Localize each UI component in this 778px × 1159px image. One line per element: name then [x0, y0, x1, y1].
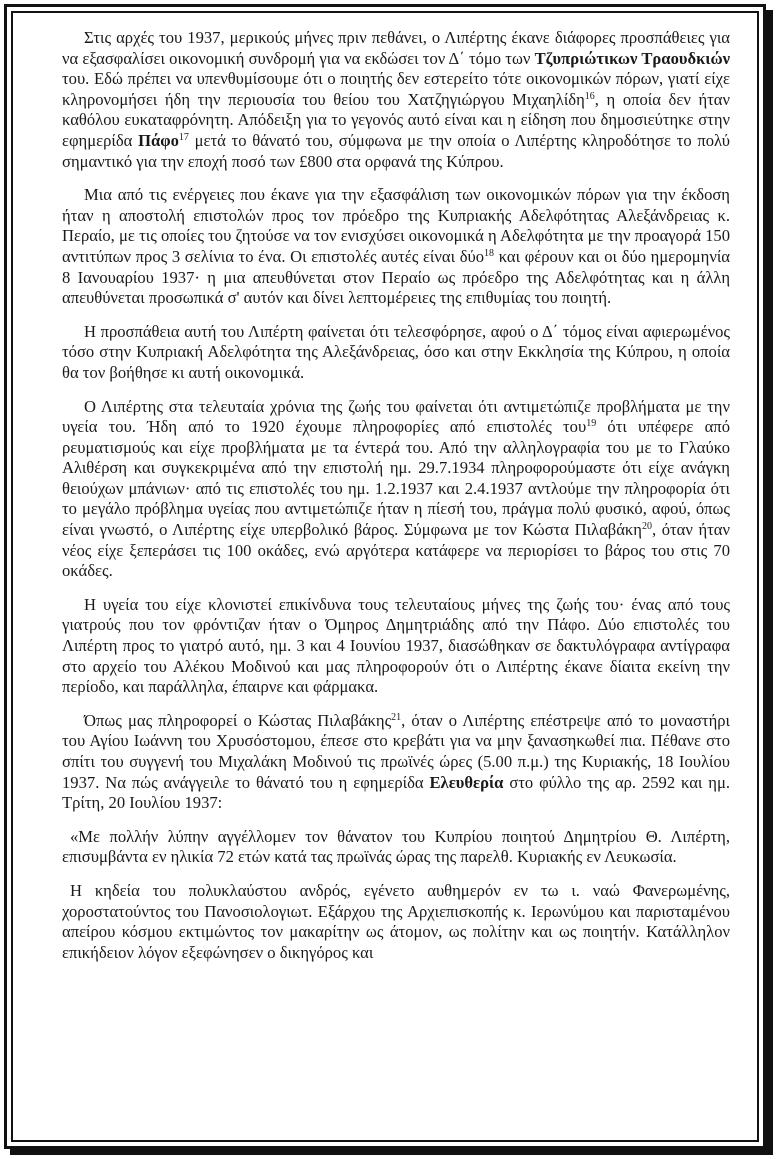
frame-shadow-bottom — [10, 1149, 773, 1155]
text-run: μετά το θάνατό του, σύμφωνα με την οποία ο Λιπέρτης κληροδότησε το πολύ σημαντικό για την εποχή ποσό των £800 στα ορφανά της Κύπρου. — [62, 130, 730, 171]
bold-newspaper-eleftheria: Ελευθερία — [429, 772, 504, 792]
text-run: Η κηδεία του πολυκλαύστου ανδρός, εγένετο αυθημερόν εν τω ι. ναώ Φανερωμένης, χοροστατούντος του Πανοσιολογιωτ. Εξάρχου της Αρχιεπισκοπής κ. Ιερωνύμου και παρισταμένου απείρου κόσμου εκτιμώντος τον μακαρίτην ως άτομον, ως πολίτην και ως ποιητήν. Κατάλληλον επικήδειον λόγον εξεφώνησεν ο δικηγόρος και — [62, 880, 730, 962]
text-run: του. Εδώ πρέπει να υπενθυμίσουμε ότι ο ποιητής δεν εστερείτο τότε οικονομικών πόρων, γιατί είχε κληρονομήσει ήδη την περιουσία του θείου του Χατζηγιώργου Μιχαηλίδη — [62, 69, 730, 109]
footnote-ref-20: 20 — [641, 521, 652, 533]
text-run: Ο Λιπέρτης στα τελευταία χρόνια της ζωής του φαίνεται ότι αντιμετώπιζε προβλήματα με την υγεία του. Ήδη από το 1920 έχουμε πληροφορίες από επιστολές του — [62, 396, 730, 437]
bold-title-tzypriotika: Τζυπριώτικων Τραουδκιών — [534, 48, 730, 68]
text-run: Όπως μας πληροφορεί ο Κώστας Πιλαβάκης — [84, 710, 392, 730]
footnote-ref-16: 16 — [584, 90, 595, 102]
quote-paragraph-2 — [62, 881, 730, 963]
paragraph-5 — [62, 595, 730, 698]
quote-paragraph-1 — [62, 827, 730, 868]
footnote-ref-19: 19 — [586, 418, 597, 430]
text-run: «Με πολλήν λύπην αγγέλλομεν τον θάνατον του Κυπρίου ποιητού Δημητρίου Θ. Λιπέρτη, επισυμβάντα εν ηλικία 72 ετών κατά τας πρωϊνάς ώρας της παρελθ. Κυριακής εν Λευκωσία. — [62, 826, 730, 867]
text-run: Μια από τις ενέργειες που έκανε για την εξασφάλιση των οικονομικών πόρων για την έκδοση ήταν η αποστολή επιστολών προς τον πρόεδρο της Κυπριακής Αδελφότητας Αλεξάνδρειας κ. Περαίο, με τις οποίες του ζητούσε να τον ενισχύσει οικονομικά η Αδελφότητα με την προαγορά 150 αντιτύπων προς 3 σελίνια το ένα. Οι επιστολές αυτές είναι δύο — [62, 185, 730, 266]
paragraph-6 — [62, 711, 730, 814]
paragraph-2 — [62, 185, 730, 309]
paragraph-1 — [62, 28, 730, 172]
footnote-ref-17: 17 — [178, 131, 189, 143]
bold-newspaper-pafos: Πάφο — [138, 130, 179, 150]
footnote-ref-21: 21 — [391, 711, 402, 723]
text-run: , όταν ο Λιπέρτης επέστρεψε από το μοναστήρι του Αγίου Ιωάννη του Χρυσόστομου, έπεσε στο κρεβάτι για να μην ξανασηκωθεί πια. Πέθανε στο σπίτι του συγγενή του Μιχαλάκη Μοδινού τις πρωϊνές ώρες (5.00 π.μ.) της Κυριακής, 18 Ιουλίου 1937. Να πώς ανάγγειλε το θάνατό του η εφημερίδα — [62, 710, 731, 792]
text-run: , όταν ήταν νέος είχε ξεπεράσει τις 100 οκάδες, ενώ αργότερα κατάφερε να περιορίσει το βάρος του στις 70 οκάδες. — [62, 520, 731, 581]
paragraph-4 — [62, 397, 730, 582]
text-run: Η προσπάθεια αυτή του Λιπέρτη φαίνεται ότι τελεσφόρησε, αφού ο Δ΄ τόμος είναι αφιερωμένος τόσο στην Κυπριακή Αδελφότητα της Αλεξάνδρειας, όσο και στην Εκκλησία της Κύπρου, η οποία θα τον βοήθησε κι αυτή οικονομικά. — [62, 321, 730, 382]
text-run: Η υγεία του είχε κλονιστεί επικίνδυνα τους τελευταίους μήνες της ζωής του· ένας από τους γιατρούς που τον φρόντιζαν ήταν ο Όμηρος Δημητριάδης από την Πάφο. Δύο επιστολές του Λιπέρτη προς το γιατρό αυτό, ημ. 3 και 4 Ιουνίου 1937, διασώθηκαν σε δακτυλόγραφα αντίγραφα στο αρχείο του Αλέκου Μοδινού και μας πληροφορούν ότι ο Λιπέρτης έκανε δίαιτα εκείνη την περίοδο, και παράλληλα, έπαιρνε και φάρμακα. — [62, 594, 730, 697]
text-run: στο φύλλο της αρ. 2592 και ημ. Τρίτη, 20 Ιουλίου 1937: — [62, 772, 730, 813]
footnote-ref-18: 18 — [484, 247, 495, 259]
text-run: και φέρουν και οι δύο ημερομηνία 8 Ιανουαρίου 1937· η μια απευθύνεται στον Περαίο ως πρόεδρο της Αδελφότητας και η άλλη απευθύνεται προσωπικά σ' αυτόν και δίνει λεπτομέρειες της επιθυμίας του ποιητή. — [62, 246, 731, 308]
text-run: Στις αρχές του 1937, μερικούς μήνες πριν πεθάνει, ο Λιπέρτης έκανε διάφορες προσπάθειες για να εξασφαλίσει οικονομική συνδρομή για να εκδώσει τον Δ΄ τόμο των — [62, 28, 730, 68]
document-body — [62, 28, 730, 963]
frame-shadow-right — [766, 10, 773, 1154]
text-run: , η οποία δεν ήταν καθόλου ευκαταφρόνητη. Απόδειξη για το γεγονός αυτό είναι και η είδηση που δημοσιεύτηκε στην εφημερίδα — [62, 89, 730, 150]
text-run: ότι υπέφερε από ρευματισμούς και είχε προβλήματα με τα έντερά του. Από την αλληλογραφία του με το Γλαύκο Αλιθέρση και συγκεκριμένα από την επιστολή ημ. 29.7.1934 πληροφορούμαστε ότι είχε ανάγκη θειούχων μπάνιων· από τις επιστολές του ημ. 1.2.1937 και 2.4.1937 αντλούμε την πληροφορία ότι το μεγάλο πρόβλημα υγείας που αντιμετώπιζε ήταν η πίεσή του, πράγμα πολύ φυσικό, αφού, όπως είναι γνωστό, ο Λιπέρτης είχε υπερβολικό βάρος. Σύμφωνα με τον Κώστα Πιλαβάκη — [62, 417, 730, 540]
paragraph-3 — [62, 322, 730, 384]
